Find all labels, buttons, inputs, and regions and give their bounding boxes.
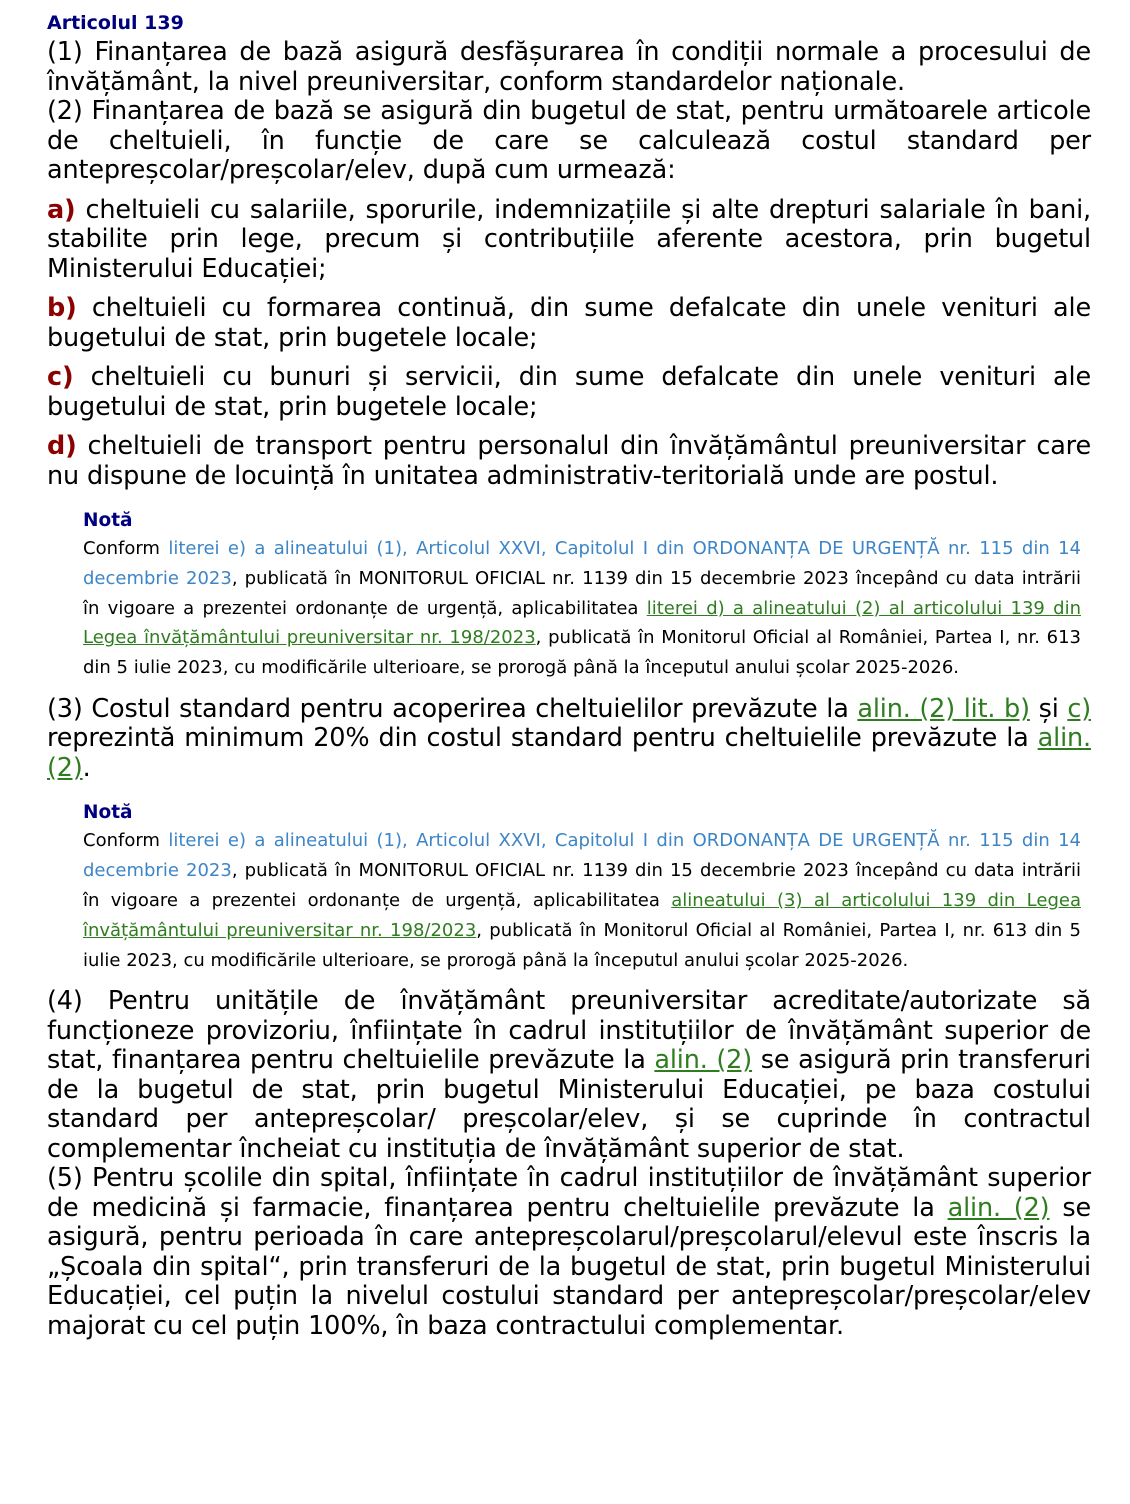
alin-2-link[interactable]: alin. (2) (47, 723, 1091, 783)
list-item-c (47, 363, 1091, 422)
text-part: și (1029, 693, 1068, 724)
list-item-b (47, 294, 1091, 353)
text-part: se asigură prin transferuri de la bugetul de stat, prin bugetul Ministerului Educației, pe baza costului standard per antepreșcolar/ preșcolar/elev, și se cuprinde în contractul complementar încheiat cu instituția de învățământ superior de stat. (47, 1045, 1091, 1164)
note-2 (83, 800, 1081, 975)
alin-2-link[interactable]: alin. (2) (654, 1045, 753, 1076)
text-part: se asigură, pentru perioada în care antepreșcolarul/preșcolarul/elevul este înscris la „Școala din spital“, prin transferuri de la bugetul de stat, prin bugetul Ministerului Educației, cel puțin la nivelul costului standard per antepreșcolar/preșcolar/elev majorat cu cel puțin 100%, în baza contractului complementar. (47, 1192, 1091, 1341)
note-link[interactable]: literei d) a alineatului (2) al articolului 139 din Legea învățământului preuniversitar nr. 198/2023 (83, 597, 1081, 649)
text-part: reprezintă minimum 20% din costul standard pentru cheltuielile prevăzute la (47, 723, 1038, 754)
note-title: Notă (83, 510, 133, 531)
note-text-part: , publicată în Monitorul Oficial al României, Partea I, nr. 613 din 5 iulie 2023, cu modificările ulterioare, se prorogă până la începutul anului școlar 2025-2026. (83, 627, 1082, 679)
note-reference: literei e) a alineatului (1), Articolul XXVI, Capitolul I din ORDONANȚA DE URGENȚĂ nr. 115 din 14 decembrie 2023 (83, 538, 1082, 589)
note-text-part: , publicată în Monitorul Oficial al României, Partea I, nr. 613 din 5 iulie 2023, cu modificările ulterioare, se prorogă până la începutul anului școlar 2025-2026. (83, 919, 1081, 971)
paragraph-3 (47, 695, 1091, 784)
item-text: cheltuieli cu formarea continuă, din sume defalcate din unele venituri ale bugetului de stat, prin bugetele locale; (47, 293, 1091, 353)
note-text (83, 534, 1081, 683)
article-title: Articolul 139 (47, 12, 184, 34)
note-text-part: Conform (83, 830, 169, 852)
note-text-part: , publicată în MONITORUL OFICIAL nr. 1139 din 15 decembrie 2023 începând cu data intrării în vigoare a prezentei ordonanțe de urgență, aplicabilitatea (83, 567, 1081, 619)
paragraph-2: (2) Finanțarea de bază se asigură din bugetul de stat, pentru următoarele articole de cheltuieli, în funcție de care se calculează costul standard per antepreșcolar/preșcolar/elev, după cum urmează: (47, 96, 1091, 185)
alin-2-link[interactable]: alin. (2) (947, 1192, 1050, 1223)
list-item-a (47, 196, 1091, 285)
item-label: a) (47, 194, 76, 225)
paragraph-5 (47, 1164, 1091, 1341)
note-text-part: Conform (83, 538, 169, 559)
text-part: (3) Costul standard pentru acoperirea cheltuielilor prevăzute la (47, 693, 858, 724)
text-part: . (82, 752, 91, 783)
item-text: cheltuieli de transport pentru personalul din învățământul preuniversitar care nu dispune de locuință în unitatea administrativ-teritorială unde are postul. (47, 431, 1091, 491)
item-label: b) (47, 293, 77, 323)
item-label: d) (47, 431, 77, 461)
item-label: c) (47, 362, 74, 392)
text-part: (4) Pentru unitățile de învățământ preuniversitar acreditate/autorizate să funcționeze provizoriu, înființate în cadrul instituțiilor de învățământ superior de stat, finanțarea pentru cheltuielile prevăzute la (47, 986, 1091, 1076)
lit-c-link[interactable]: c) (1067, 693, 1091, 724)
list-item-d (47, 432, 1091, 491)
note-link[interactable]: alineatului (3) al articolului 139 din Legea învățământului preuniversitar nr. 198/2023 (83, 890, 1081, 941)
note-text-part: , publicată în MONITORUL OFICIAL nr. 1139 din 15 decembrie 2023 începând cu data intrării în vigoare a prezentei ordonanțe de urgență, aplicabilitatea (83, 860, 1081, 912)
paragraph-1: (1) Finanțarea de bază asigură desfășurarea în condiții normale a procesului de învățământ, la nivel preuniversitar, conform standardelor naționale. (47, 37, 1091, 97)
alin-2-lit-b-link[interactable]: alin. (2) lit. b) (857, 693, 1030, 724)
note-1 (83, 508, 1081, 683)
note-title: Notă (83, 802, 133, 824)
item-text: cheltuieli cu salariile, sporurile, indemnizațiile și alte drepturi salariale în bani, stabilite prin lege, precum și contribuțiile aferente acestora, prin bugetul Ministerului Educației; (47, 194, 1091, 284)
note-text (83, 826, 1081, 975)
paragraph-4 (47, 987, 1091, 1164)
article-container (47, 10, 1091, 1341)
note-reference: literei e) a alineatului (1), Articolul XXVI, Capitolul I din ORDONANȚA DE URGENȚĂ nr. 115 din 14 decembrie 2023 (83, 830, 1082, 882)
item-text: cheltuieli cu bunuri și servicii, din sume defalcate din unele venituri ale bugetului de stat, prin bugetele locale; (47, 362, 1091, 422)
text-part: (5) Pentru școlile din spital, înființate în cadrul instituțiilor de învățământ superior de medicină și farmacie, finanțarea pentru cheltuielile prevăzute la (47, 1163, 1091, 1223)
